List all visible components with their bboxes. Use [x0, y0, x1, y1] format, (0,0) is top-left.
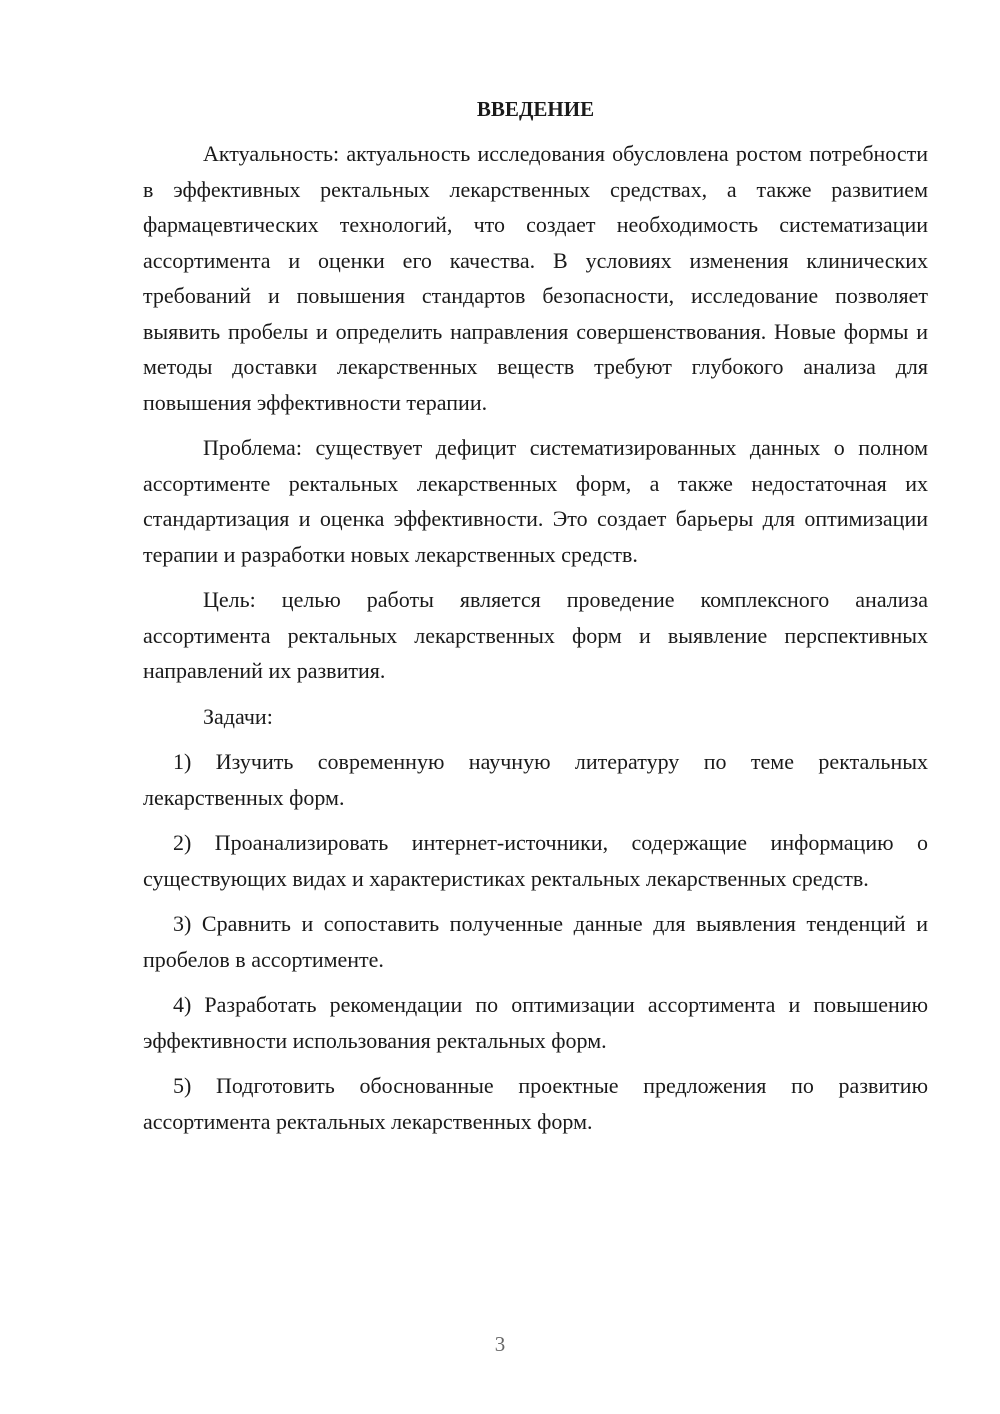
- task-item: 5) Подготовить обоснованные проектные предложения по развитию ассортимента ректальных лекарственных форм.: [143, 1073, 928, 1134]
- paragraph-problem: Проблема: существует дефицит систематизированных данных о полном ассортименте ректальных лекарственных форм, а также недостаточная их стандартизация и оценка эффективности. Это создает барьеры для оптимизации терапии и разработки новых лекарственных средств.: [143, 435, 928, 567]
- task-item: 2) Проанализировать интернет-источники, содержащие информацию о существующих видах и характеристиках ректальных лекарственных средств.: [143, 830, 928, 891]
- paragraph-goal: Цель: целью работы является проведение комплексного анализа ассортимента ректальных лекарственных форм и выявление перспективных направлений их развития.: [143, 587, 928, 683]
- paragraph-relevance: Актуальность: актуальность исследования обусловлена ростом потребности в эффективных ректальных лекарственных средствах, а также развитием фармацевтических технологий, что создает необходимость систематизации ассортимента и оценки его качества. В условиях изменения клинических требований и повышения стандартов безопасности, исследование позволяет выявить пробелы и определить направления совершенствования. Новые формы и методы доставки лекарственных веществ требуют глубокого анализа для повышения эффективности терапии.: [143, 141, 928, 415]
- page-content: [143, 94, 928, 1149]
- task-item: 1) Изучить современную научную литературу по теме ректальных лекарственных форм.: [143, 749, 928, 810]
- task-item: 4) Разработать рекомендации по оптимизации ассортимента и повышению эффективности использования ректальных форм.: [143, 992, 928, 1053]
- tasks-label: Задачи:: [203, 703, 273, 729]
- section-heading: ВВЕДЕНИЕ: [476, 97, 595, 121]
- task-item: 3) Сравнить и сопоставить полученные данные для выявления тенденций и пробелов в ассортименте.: [143, 911, 928, 972]
- page-number: 3: [494, 1332, 506, 1356]
